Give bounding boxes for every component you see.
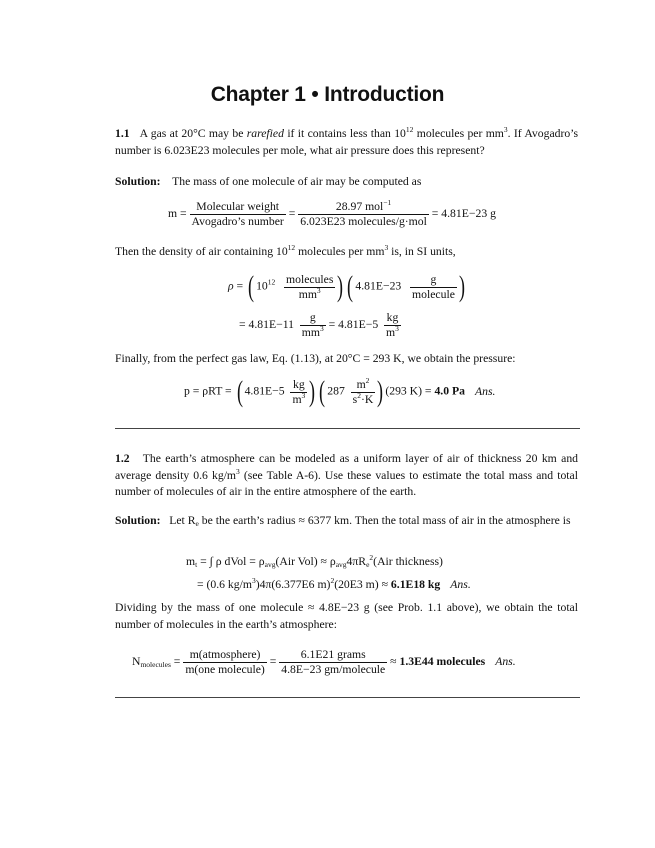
answer-label: Ans. bbox=[495, 655, 516, 669]
molecule-count-result: 1.3E44 molecules bbox=[399, 655, 486, 669]
chapter-title: Chapter 1 • Introduction bbox=[210, 83, 445, 106]
divider bbox=[115, 697, 580, 698]
fraction: $\frac{kg}{m^3}$ bbox=[386, 311, 399, 339]
fraction: $\frac{\text{molecules}}{mm^3}$ bbox=[286, 272, 334, 301]
solution-label: Solution: bbox=[115, 175, 161, 188]
equation-molecule-count: $N_{molecules}$ = $\frac{\text{m(atmosphere)}}{\text{m(one molecule)}}$ = $\frac{\text{6.1E21 grams}}{\text{4.8E−23 gm/molecule}}$ ≈ 1.3E44 molecules Ans. bbox=[132, 648, 516, 676]
divider bbox=[115, 428, 580, 429]
problem-1-1-statement: 1.1 A gas at 20°C may be rarefied if it contains less than $10^{12}$ molecules per $mm^3$. If Avogadro’s number is 6.023E23 molecules per mole, what air pressure does this represent? bbox=[115, 125, 579, 157]
fraction: $\frac{g}{mm^3}$ bbox=[301, 311, 324, 339]
equation-pressure: p = ρRT = ( 4.81E−5 $\frac{kg}{m^3}$ ) ( 287 $\frac{m^2}{s^2\cdot K}$ ) (293 K) = 4.0 Pa Ans. bbox=[184, 375, 496, 408]
equation-total-mass-result: = (0.6 $kg/m^3)4\pi(6.377E6$ m)$^2$(20E3 m) ≈ 6.1E18 kg Ans. bbox=[197, 576, 471, 591]
perfect-gas-intro: Finally, from the perfect gas law, Eq. (1.13), at 20°C = 293 K, we obtain the pressure: bbox=[115, 352, 516, 365]
solution-1-1-intro: Solution: The mass of one molecule of air may be computed as bbox=[115, 175, 422, 188]
problem-1-2-statement: 1.2 The earth’s atmosphere can be modeled as a uniform layer of air of thickness 20 km and average density 0.6 $kg/m^3$ (see Table A-6). Use these values to estimate the total mass and total number of molecules of air in the entire atmosphere of the earth. bbox=[115, 452, 579, 498]
problem-number: 1.2 bbox=[115, 452, 130, 465]
answer-label: Ans. bbox=[450, 578, 471, 591]
pressure-result: 4.0 Pa bbox=[434, 384, 465, 398]
answer-label: Ans. bbox=[474, 384, 496, 398]
fraction: $\frac{\text{Molecular weight}}{\text{Avogadro’s number}}$ bbox=[191, 200, 284, 228]
rarefied-term: rarefied bbox=[246, 127, 284, 140]
equation-total-mass: $m_t$ = ∫ ρ dVol = $\rho_{avg}(Air$ $Vol) \approx \rho_{avg}4\pi R_e^2(Air$ thickness) bbox=[186, 553, 443, 569]
equation-density-result: = 4.81E−11 $\frac{g}{mm^3}$ = 4.81E−5 $\frac{kg}{m^3}$ bbox=[239, 311, 399, 339]
density-intro: Then the density of air containing $10^{12}$ molecules per $mm^3$ is, in SI units, bbox=[115, 243, 456, 258]
fraction: $\frac{kg}{m^3}$ bbox=[292, 377, 306, 406]
fraction: $\frac{\text{m(atmosphere)}}{\text{m(one molecule)}}$ bbox=[185, 648, 265, 676]
solution-label: Solution: bbox=[115, 514, 161, 527]
fraction: $\frac{28.97 mol^{-1}}{\text{6.023E23 molecules/g·mol}}$ bbox=[300, 198, 427, 228]
dividing-text: Dividing by the mass of one molecule ≈ 4.8E−23 g (see Prob. 1.1 above), we obtain the total number of molecules in the earth’s atmosphere: bbox=[115, 601, 578, 631]
equation-molecule-mass: m = $\frac{\text{Molecular weight}}{\text{Avogadro’s number}}$ = $\frac{28.97 mol^{-1}}{\text{6.023E23 molecules/g·mol}}$ = 4.81E−23 g bbox=[168, 198, 496, 228]
fraction: $\frac{g}{\text{molecule}}$ bbox=[412, 272, 455, 301]
problem-number: 1.1 bbox=[115, 127, 130, 140]
mass-result: 6.1E18 kg bbox=[390, 578, 441, 591]
fraction: $\frac{\text{6.1E21 grams}}{\text{4.8E−23 gm/molecule}}$ bbox=[281, 648, 386, 676]
equation-density: ρ = ( $10^{12}$ $\frac{\text{molecules}}{mm^3}$ ) ( 4.81E−23 $\frac{g}{\text{molecule}}$ ) bbox=[228, 270, 465, 303]
fraction: $\frac{m^2}{s^2\cdot K}$ bbox=[352, 375, 374, 406]
solution-1-2-intro: Solution: Let $R_e$ be the earth’s radius ≈ 6377 km. Then the total mass of air in the atmosphere is bbox=[115, 514, 571, 528]
